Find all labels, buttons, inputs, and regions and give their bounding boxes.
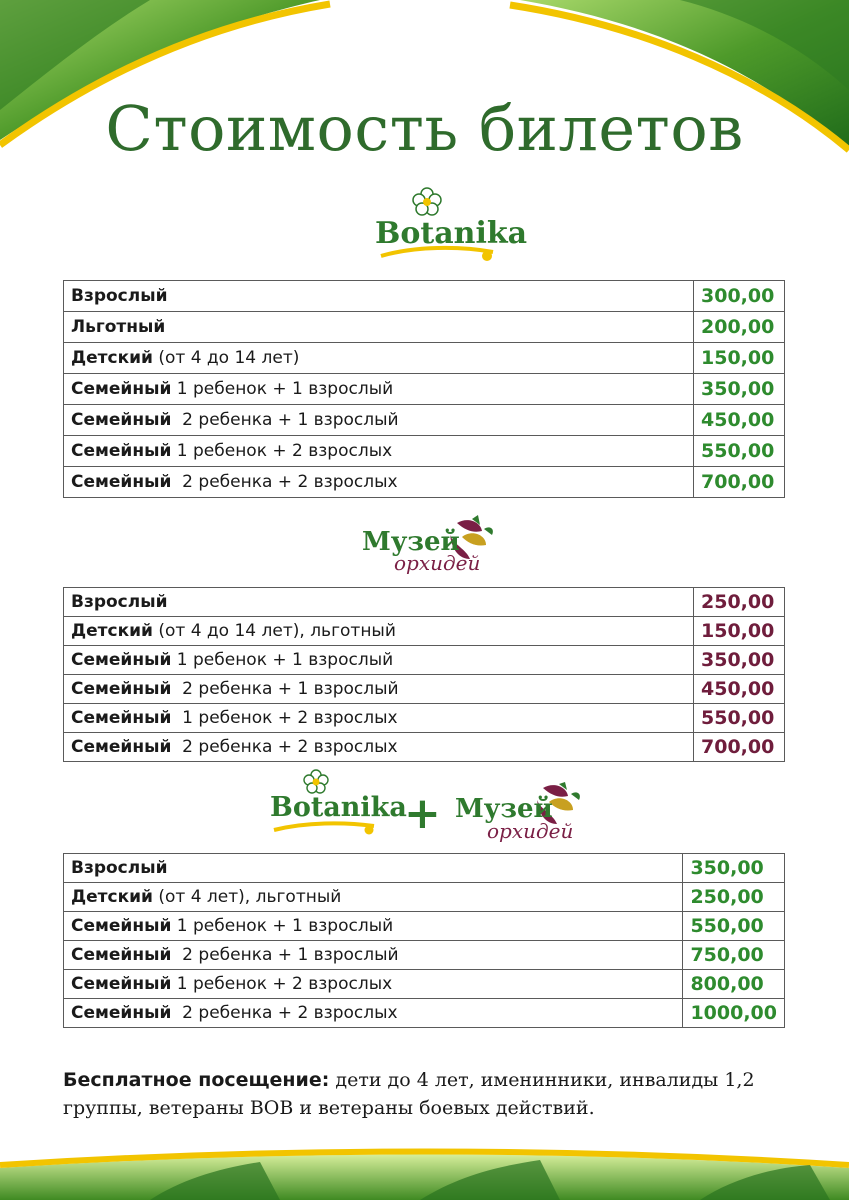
- ticket-details: 2 ребенка + 1 взрослый: [171, 945, 399, 965]
- botanika-logo-text: Botanika: [270, 792, 407, 823]
- ticket-details: 1 ребенок + 1 взрослый: [171, 916, 394, 936]
- ticket-type: [64, 999, 683, 1028]
- table-row: [64, 883, 785, 912]
- ticket-category: Взрослый: [71, 592, 168, 612]
- ticket-price: 700,00: [694, 467, 785, 498]
- botanika-price-table: [63, 280, 785, 498]
- ticket-price: 800,00: [683, 970, 785, 999]
- ticket-category: Семейный: [71, 1003, 172, 1023]
- free-visit-text: дети до 4 лет, именинники, инвалиды 1,2 группы, ветераны ВОВ и ветераны боевых действий.: [63, 1069, 755, 1119]
- ticket-type: [64, 941, 683, 970]
- ticket-price: 250,00: [694, 588, 785, 617]
- free-visit-label: Бесплатное посещение:: [63, 1069, 330, 1091]
- ticket-category: Детский: [71, 348, 153, 368]
- ticket-type: [64, 405, 694, 436]
- table-row: [64, 312, 785, 343]
- ticket-details: 2 ребенка + 2 взрослых: [171, 1003, 398, 1023]
- ticket-category: Семейный: [71, 441, 172, 461]
- ticket-category: Семейный: [71, 410, 172, 430]
- ticket-details: 1 ребенок + 1 взрослый: [171, 650, 394, 670]
- table-row: [64, 374, 785, 405]
- ticket-price: 550,00: [694, 436, 785, 467]
- ticket-details: 2 ребенка + 1 взрослый: [171, 679, 399, 699]
- ticket-price: 150,00: [694, 617, 785, 646]
- botanika-logo-text: Botanika: [375, 216, 528, 251]
- ticket-type: [64, 912, 683, 941]
- table-row: [64, 912, 785, 941]
- table-row: [64, 854, 785, 883]
- ticket-type: [64, 854, 683, 883]
- ticket-price: 150,00: [694, 343, 785, 374]
- orchid-logo-text: орхидей: [487, 819, 574, 843]
- ticket-price: 1000,00: [683, 999, 785, 1028]
- ticket-type: [64, 343, 694, 374]
- table-row: [64, 343, 785, 374]
- ticket-category: Взрослый: [71, 858, 168, 878]
- ticket-price: 550,00: [683, 912, 785, 941]
- ticket-price: 450,00: [694, 675, 785, 704]
- ticket-type: [64, 436, 694, 467]
- table-row: [64, 436, 785, 467]
- ticket-type: [64, 883, 683, 912]
- ticket-category: Семейный: [71, 737, 172, 757]
- botanika-logo-combo: [270, 768, 407, 840]
- ticket-category: Взрослый: [71, 286, 168, 306]
- orchid-museum-logo-combo: [455, 782, 585, 848]
- plus-sign: +: [404, 788, 441, 839]
- table-row: [64, 675, 785, 704]
- ticket-category: Детский: [71, 887, 153, 907]
- table-row: [64, 467, 785, 498]
- ticket-price: 550,00: [694, 704, 785, 733]
- ticket-price: 350,00: [683, 854, 785, 883]
- table-row: [64, 617, 785, 646]
- combo-price-table: [63, 853, 785, 1028]
- table-row: [64, 941, 785, 970]
- ticket-details: (от 4 до 14 лет): [152, 348, 300, 368]
- table-row: [64, 646, 785, 675]
- table-row: [64, 704, 785, 733]
- page-title: Стоимость билетов: [105, 92, 744, 165]
- table-row: [64, 281, 785, 312]
- ticket-category: Семейный: [71, 650, 172, 670]
- ticket-category: Семейный: [71, 679, 172, 699]
- ticket-type: [64, 646, 694, 675]
- ticket-type: [64, 704, 694, 733]
- ticket-type: [64, 675, 694, 704]
- ticket-category: Семейный: [71, 974, 172, 994]
- ticket-category: Семейный: [71, 379, 172, 399]
- ticket-price: 350,00: [694, 646, 785, 675]
- ticket-details: 2 ребенка + 1 взрослый: [171, 410, 399, 430]
- table-row: [64, 970, 785, 999]
- ticket-price: 300,00: [694, 281, 785, 312]
- ticket-price: 700,00: [694, 733, 785, 762]
- ticket-details: 1 ребенок + 2 взрослых: [171, 441, 393, 461]
- museum-logo-text: Музей: [455, 794, 553, 824]
- ticket-details: (от 4 лет), льготный: [152, 887, 342, 907]
- ticket-type: [64, 281, 694, 312]
- botanika-logo: [375, 186, 528, 266]
- ticket-category: Семейный: [71, 945, 172, 965]
- ticket-details: 1 ребенок + 2 взрослых: [171, 974, 393, 994]
- ticket-category: Льготный: [71, 317, 166, 337]
- ticket-type: [64, 312, 694, 343]
- ticket-type: [64, 467, 694, 498]
- ticket-details: 1 ребенок + 1 взрослый: [171, 379, 394, 399]
- ticket-category: Детский: [71, 621, 153, 641]
- free-visit-note: [63, 1066, 785, 1122]
- orchid-museum-logo: [362, 515, 497, 577]
- ticket-price: 450,00: [694, 405, 785, 436]
- ticket-details: (от 4 до 14 лет), льготный: [152, 621, 396, 641]
- ticket-details: 2 ребенка + 2 взрослых: [171, 472, 398, 492]
- ticket-price: 200,00: [694, 312, 785, 343]
- table-row: [64, 999, 785, 1028]
- ticket-category: Семейный: [71, 708, 172, 728]
- table-row: [64, 733, 785, 762]
- museum-logo-text: Музей: [362, 527, 460, 557]
- table-row: [64, 405, 785, 436]
- ticket-type: [64, 733, 694, 762]
- orchid-logo-text: орхидей: [394, 551, 481, 575]
- ticket-type: [64, 970, 683, 999]
- ticket-category: Семейный: [71, 916, 172, 936]
- ticket-type: [64, 588, 694, 617]
- ticket-details: 1 ребенок + 2 взрослых: [171, 708, 398, 728]
- ticket-type: [64, 617, 694, 646]
- ticket-category: Семейный: [71, 472, 172, 492]
- ticket-price: 250,00: [683, 883, 785, 912]
- table-row: [64, 588, 785, 617]
- ticket-price: 350,00: [694, 374, 785, 405]
- orchid-price-table: [63, 587, 785, 762]
- ticket-type: [64, 374, 694, 405]
- ticket-price: 750,00: [683, 941, 785, 970]
- ticket-details: 2 ребенка + 2 взрослых: [171, 737, 398, 757]
